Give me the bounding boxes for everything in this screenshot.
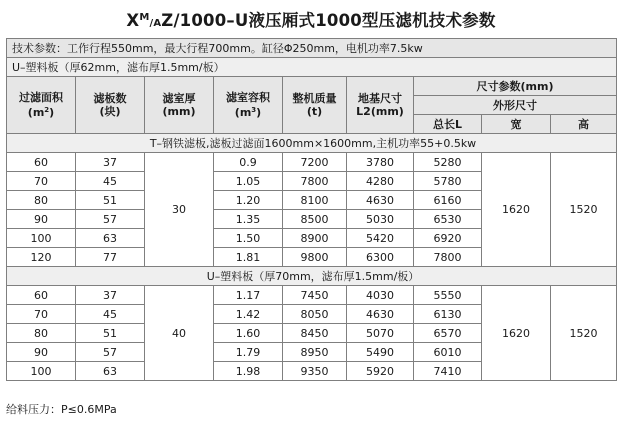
header-plates: 滤板数 (块) bbox=[76, 77, 145, 134]
cell-foundation: 4630 bbox=[347, 191, 414, 210]
cell-volume: 1.60 bbox=[214, 324, 283, 343]
params-row bbox=[7, 39, 617, 58]
cell-foundation: 4030 bbox=[347, 286, 414, 305]
cell-volume: 1.81 bbox=[214, 248, 283, 267]
cell-plates: 45 bbox=[76, 172, 145, 191]
cell-mass: 7450 bbox=[283, 286, 347, 305]
cell-volume: 0.9 bbox=[214, 153, 283, 172]
table-row bbox=[7, 286, 617, 305]
cell-height: 1520 bbox=[551, 286, 617, 381]
section-t-row bbox=[7, 134, 617, 153]
cell-length: 5550 bbox=[414, 286, 482, 305]
cell-foundation: 5420 bbox=[347, 229, 414, 248]
cell-length: 6010 bbox=[414, 343, 482, 362]
section-t-text: T–钢铁滤板,滤板过滤面1600mm×1600mm,主机功率55+0.5kw bbox=[7, 134, 617, 153]
cell-foundation: 5490 bbox=[347, 343, 414, 362]
cell-foundation: 5920 bbox=[347, 362, 414, 381]
cell-width: 1620 bbox=[482, 153, 551, 267]
cell-plates: 37 bbox=[76, 286, 145, 305]
cell-mass: 8900 bbox=[283, 229, 347, 248]
cell-volume: 1.17 bbox=[214, 286, 283, 305]
header-chamber-thickness: 滤室厚 (mm) bbox=[145, 77, 214, 134]
cell-foundation: 4280 bbox=[347, 172, 414, 191]
cell-plates: 51 bbox=[76, 324, 145, 343]
header-total-length: 总长L bbox=[414, 115, 482, 134]
cell-length: 6920 bbox=[414, 229, 482, 248]
header-foundation: 地基尺寸 L2(mm) bbox=[347, 77, 414, 134]
cell-plates: 57 bbox=[76, 343, 145, 362]
cell-width: 1620 bbox=[482, 286, 551, 381]
cell-mass: 8050 bbox=[283, 305, 347, 324]
cell-foundation: 6300 bbox=[347, 248, 414, 267]
header-width: 宽 bbox=[482, 115, 551, 134]
cell-area: 60 bbox=[7, 286, 76, 305]
header-mass: 整机质量 (t) bbox=[283, 77, 347, 134]
cell-foundation: 3780 bbox=[347, 153, 414, 172]
header-outline: 外形尺寸 bbox=[414, 96, 617, 115]
cell-area: 60 bbox=[7, 153, 76, 172]
page-title: $X^M/AZ/1000-U$液压厢式1000型压滤机技术参数 bbox=[126, 11, 496, 30]
plate-u62-row bbox=[7, 58, 617, 77]
params-text: 技术参数：工作行程550mm，最大行程700mm。缸径Φ250mm，电机功率7.5kw bbox=[7, 39, 617, 58]
header-height: 高 bbox=[551, 115, 617, 134]
header-row-1 bbox=[7, 77, 617, 96]
cell-height: 1520 bbox=[551, 153, 617, 267]
feed-pressure-note: 给料压力：P≤0.6MPa bbox=[6, 403, 117, 416]
cell-foundation: 5070 bbox=[347, 324, 414, 343]
cell-area: 100 bbox=[7, 362, 76, 381]
cell-mass: 7800 bbox=[283, 172, 347, 191]
cell-volume: 1.50 bbox=[214, 229, 283, 248]
cell-mass: 8500 bbox=[283, 210, 347, 229]
cell-plates: 63 bbox=[76, 362, 145, 381]
cell-plates: 57 bbox=[76, 210, 145, 229]
cell-chamber-thickness: 40 bbox=[145, 286, 214, 381]
cell-volume: 1.05 bbox=[214, 172, 283, 191]
table-row bbox=[7, 153, 617, 172]
cell-length: 5280 bbox=[414, 153, 482, 172]
cell-length: 6160 bbox=[414, 191, 482, 210]
header-size-params: 尺寸参数(mm) bbox=[414, 77, 617, 96]
cell-area: 90 bbox=[7, 343, 76, 362]
cell-volume: 1.35 bbox=[214, 210, 283, 229]
header-chamber-volume: 滤室容积 $(m^3)$ bbox=[214, 77, 283, 134]
cell-area: 90 bbox=[7, 210, 76, 229]
cell-area: 70 bbox=[7, 305, 76, 324]
cell-length: 5780 bbox=[414, 172, 482, 191]
cell-area: 80 bbox=[7, 191, 76, 210]
cell-volume: 1.20 bbox=[214, 191, 283, 210]
cell-plates: 63 bbox=[76, 229, 145, 248]
cell-length: 7410 bbox=[414, 362, 482, 381]
cell-mass: 9800 bbox=[283, 248, 347, 267]
section-u70-row bbox=[7, 267, 617, 286]
cell-plates: 51 bbox=[76, 191, 145, 210]
spec-table bbox=[6, 38, 617, 381]
cell-mass: 8950 bbox=[283, 343, 347, 362]
cell-area: 70 bbox=[7, 172, 76, 191]
header-area: 过滤面积 $(m^2)$ bbox=[7, 77, 76, 134]
cell-plates: 37 bbox=[76, 153, 145, 172]
cell-area: 100 bbox=[7, 229, 76, 248]
section-u70-text: U–塑料板（厚70mm，滤布厚1.5mm/板） bbox=[7, 267, 617, 286]
cell-mass: 7200 bbox=[283, 153, 347, 172]
cell-mass: 9350 bbox=[283, 362, 347, 381]
cell-volume: 1.79 bbox=[214, 343, 283, 362]
cell-mass: 8450 bbox=[283, 324, 347, 343]
cell-area: 80 bbox=[7, 324, 76, 343]
cell-plates: 77 bbox=[76, 248, 145, 267]
cell-area: 120 bbox=[7, 248, 76, 267]
cell-foundation: 5030 bbox=[347, 210, 414, 229]
cell-foundation: 4630 bbox=[347, 305, 414, 324]
cell-chamber-thickness: 30 bbox=[145, 153, 214, 267]
cell-length: 6130 bbox=[414, 305, 482, 324]
cell-length: 6570 bbox=[414, 324, 482, 343]
cell-volume: 1.42 bbox=[214, 305, 283, 324]
cell-plates: 45 bbox=[76, 305, 145, 324]
cell-length: 6530 bbox=[414, 210, 482, 229]
cell-length: 7800 bbox=[414, 248, 482, 267]
plate-u62-text: U–塑料板（厚62mm，滤布厚1.5mm/板） bbox=[7, 58, 617, 77]
cell-mass: 8100 bbox=[283, 191, 347, 210]
cell-volume: 1.98 bbox=[214, 362, 283, 381]
